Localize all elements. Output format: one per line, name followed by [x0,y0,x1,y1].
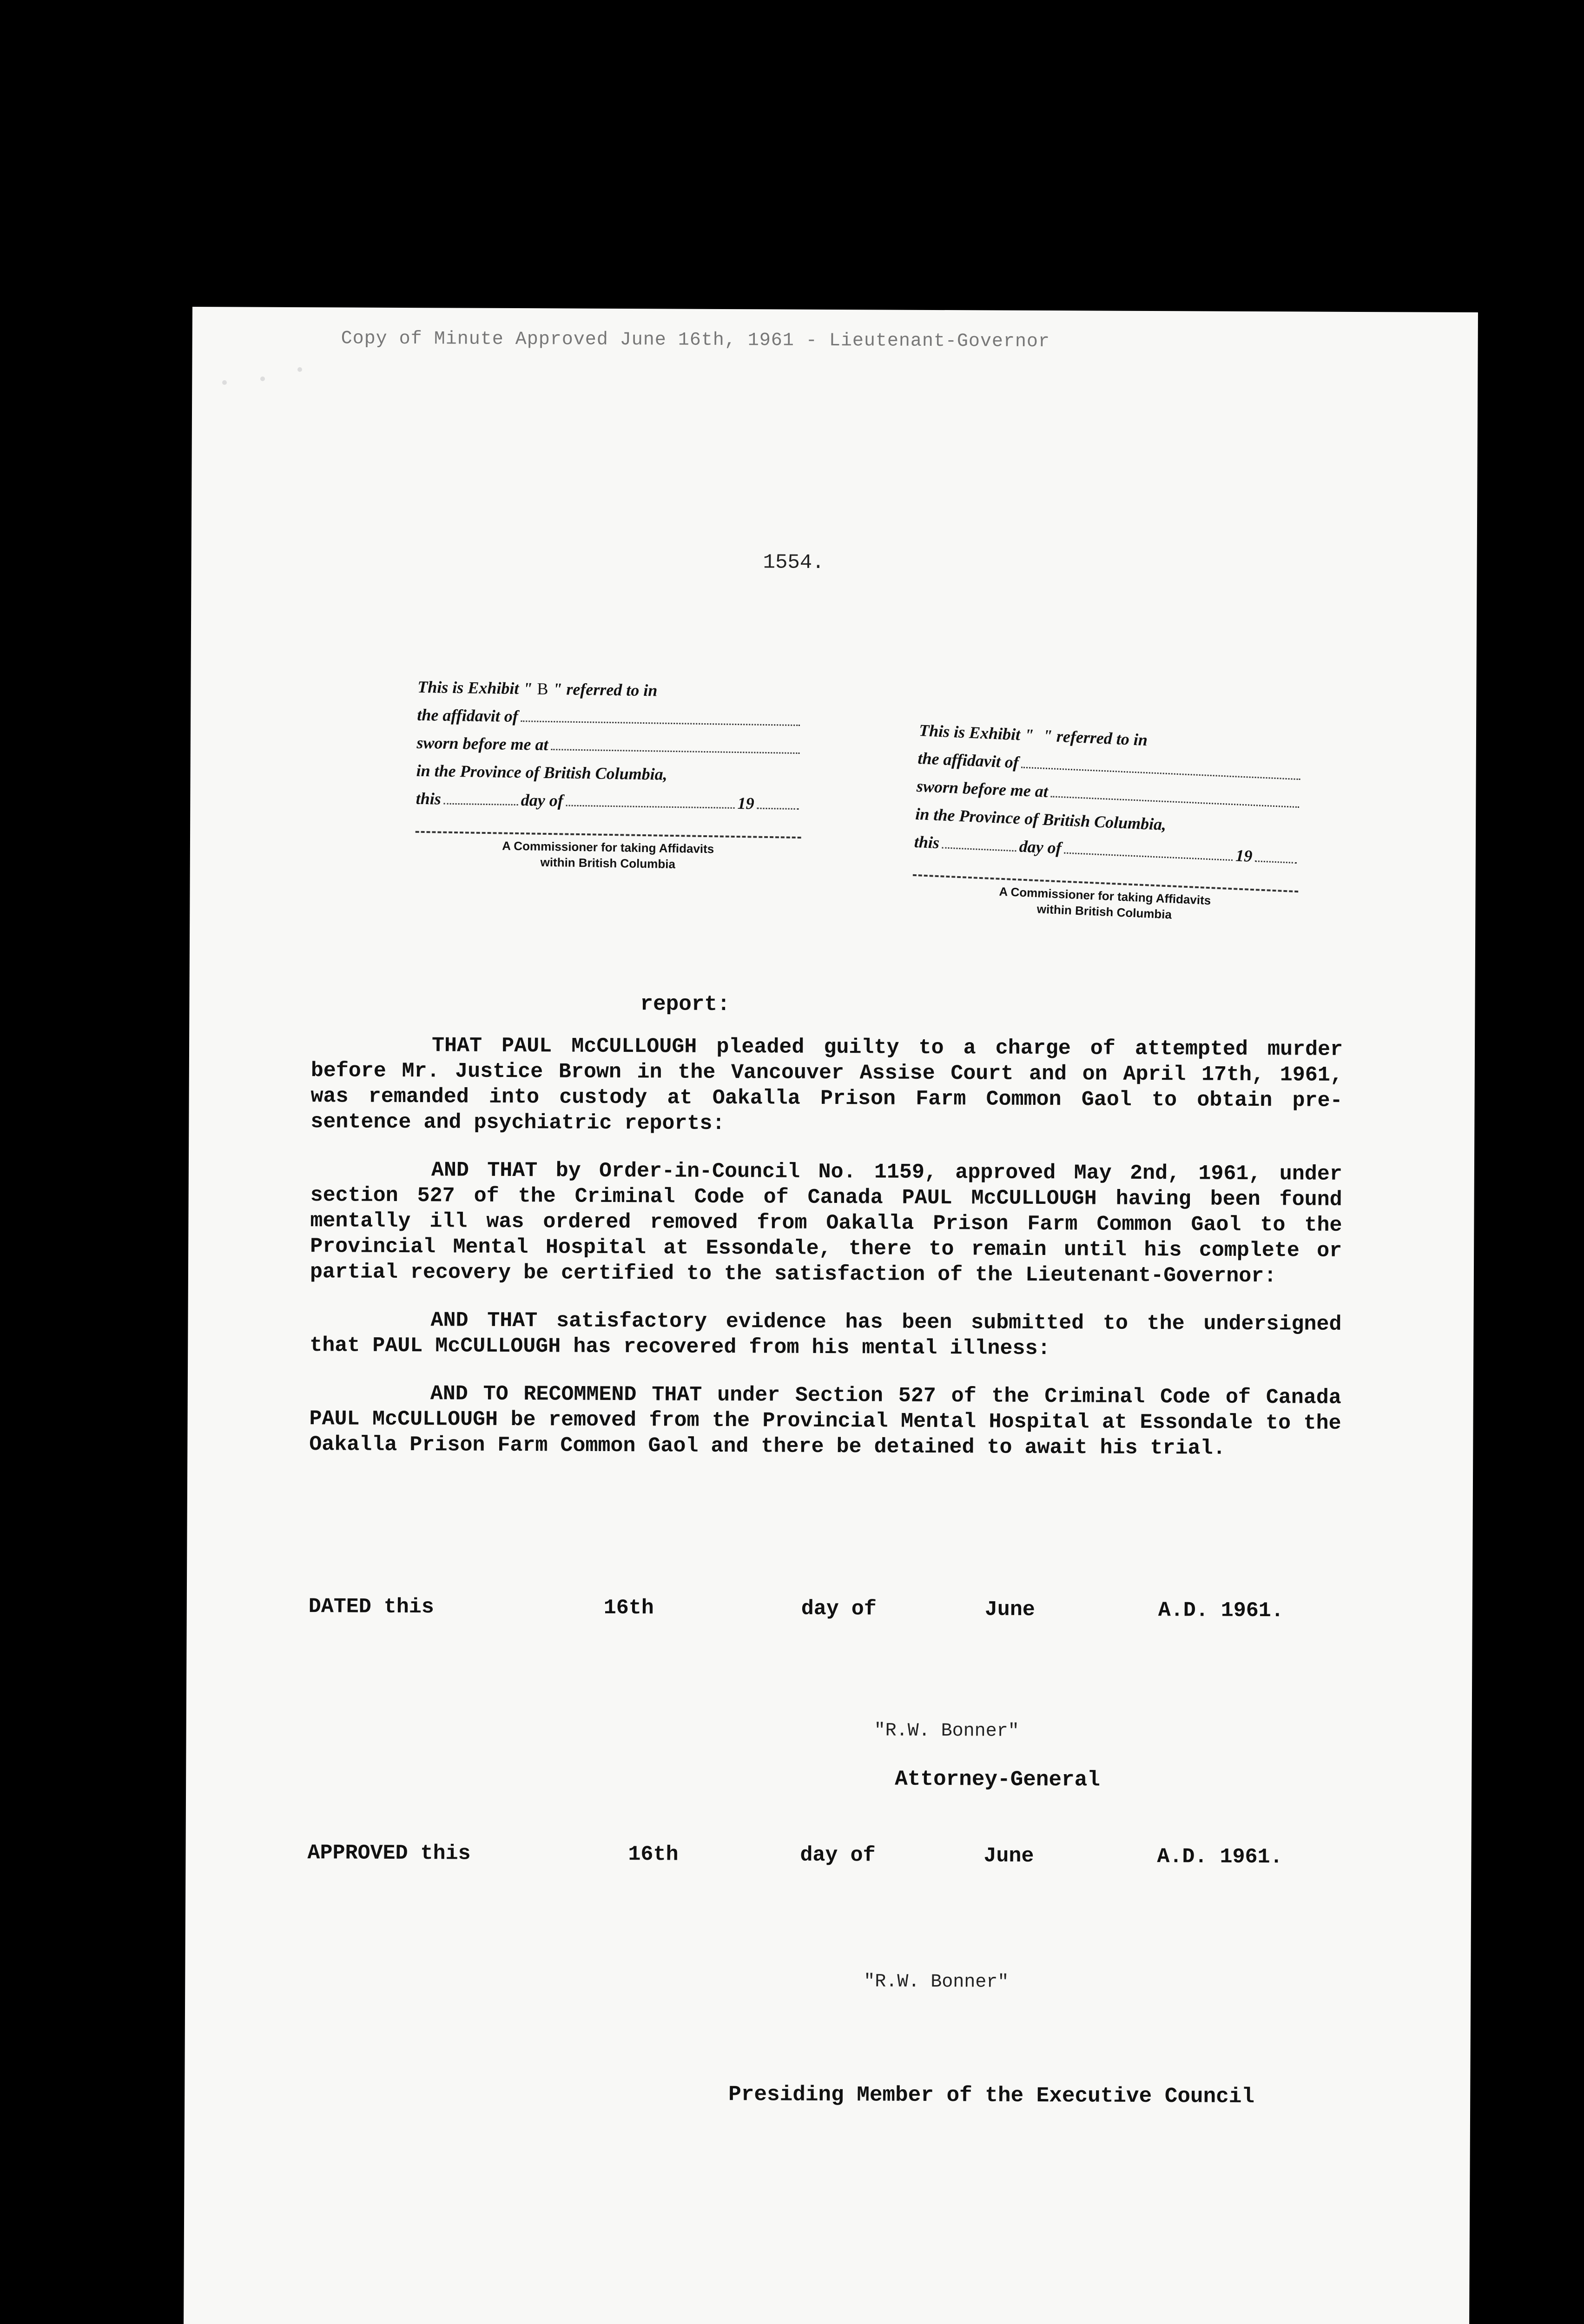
dated-year: A.D. 1961. [1158,1598,1284,1623]
page-number: 1554. [763,551,825,574]
blank-line [757,808,799,810]
approved-day: 16th [628,1842,679,1867]
commissioner-line-2: within British Columbia [540,855,676,872]
exhibit-stamp-2 [911,716,1305,928]
commissioner-caption [911,880,1298,928]
attorney-general-title: Attorney-General [895,1767,1100,1792]
exhibit-mark: B [537,679,548,698]
dated-day: 16th [603,1596,654,1620]
film-speck [260,376,265,381]
blank-line [444,803,518,805]
stamp-text: This is Exhibit " [417,677,533,698]
dated-label: DATED this [308,1595,434,1619]
approved-month: June [983,1844,1034,1868]
approved-line [307,1841,1312,1869]
stamp-text: this [914,832,940,852]
stamp-text: This is Exhibit " [918,721,1034,745]
stamp-text: " referred to in [553,680,658,700]
stamp-text: the affidavit of [917,748,1019,772]
approved-label: APPROVED this [307,1841,471,1866]
stamp-line-date [416,785,802,818]
exhibit-stamp-1 [415,673,804,874]
stamp-text: 19 [1235,846,1253,865]
blank-line [521,720,800,726]
document-page [184,307,1478,2324]
film-speck [222,380,227,385]
dated-day-of: day of [801,1597,877,1621]
presiding-member-title: Presiding Member of the Executive Council [728,2082,1255,2109]
stamp-text: sworn before me at [916,776,1049,801]
blank-line [1064,852,1233,861]
stamp-text: day of [521,791,564,810]
stamp-text: in the Province of British Columbia, [416,761,667,784]
stamp-line-province [416,757,802,790]
blank-line [1050,796,1299,808]
paragraph-recommendation: AND TO RECOMMEND THAT under Section 527 of the Criminal Code of Canada PAUL McCULLOUGH be removed from the Provincial Mental Hospital at Essondale to the Oakalla Prison Farm Common Gaol and there be detained to await his trial. [309,1382,1341,1460]
stamp-text: " referred to in [1043,726,1148,750]
report-body [309,1032,1343,1484]
approved-day-of: day of [800,1843,876,1868]
stamp-text: in the Province of British Columbia, [915,804,1167,834]
dated-month: June [984,1598,1035,1622]
stamp-text: sworn before me at [416,733,548,754]
stamp-text: the affidavit of [417,705,519,726]
stamp-text: day of [1018,837,1062,858]
paragraph-custody: THAT PAUL McCULLOUGH pleaded guilty to a charge of attempted murder before Mr. Justice Brown in the Vancouver Assise Court and on April 17th, 1961, was remanded into custody at Oakalla Prison Farm Common Gaol to obtain pre-sentence and psychiatric reports: [310,1034,1343,1136]
commissioner-caption [415,837,801,874]
approved-year: A.D. 1961. [1157,1845,1283,1869]
paragraph-order-in-council: AND THAT by Order-in-Council No. 1159, approved May 2nd, 1961, under section 527 of the Criminal Code of Canada PAUL McCULLOUGH having been found mentally ill was ordered removed from Oakalla Prison Farm Common Gaol to the Provincial Mental Hospital at Essondale, there to remain until his complete or partial recovery be certified to the satisfaction of the Lieutenant-Governor: [310,1158,1342,1288]
stamp-text: 19 [737,794,755,813]
signature-presiding-member: "R.W. Bonner" [864,1971,1009,1993]
commissioner-line-1: A Commissioner for taking Affidavits [502,838,714,856]
film-speck [297,367,302,372]
blank-line [1255,860,1297,864]
blank-line [942,847,1016,852]
blank-line [551,749,799,754]
minute-header: Copy of Minute Approved June 16th, 1961 - Lieutenant-Governor [341,328,1050,353]
commissioner-line-2: within British Columbia [1036,902,1172,922]
paragraph-recovery: AND THAT satisfactory evidence has been submitted to the undersigned that PAUL McCULLOUGH has recovered from his mental illness: [310,1308,1342,1361]
signature-attorney-general: "R.W. Bonner" [874,1720,1019,1742]
report-heading: report: [640,992,730,1017]
stamp-text: this [416,789,442,808]
blank-line [566,805,735,809]
commissioner-line-1: A Commissioner for taking Affidavits [998,884,1211,908]
dated-line [308,1595,1313,1623]
